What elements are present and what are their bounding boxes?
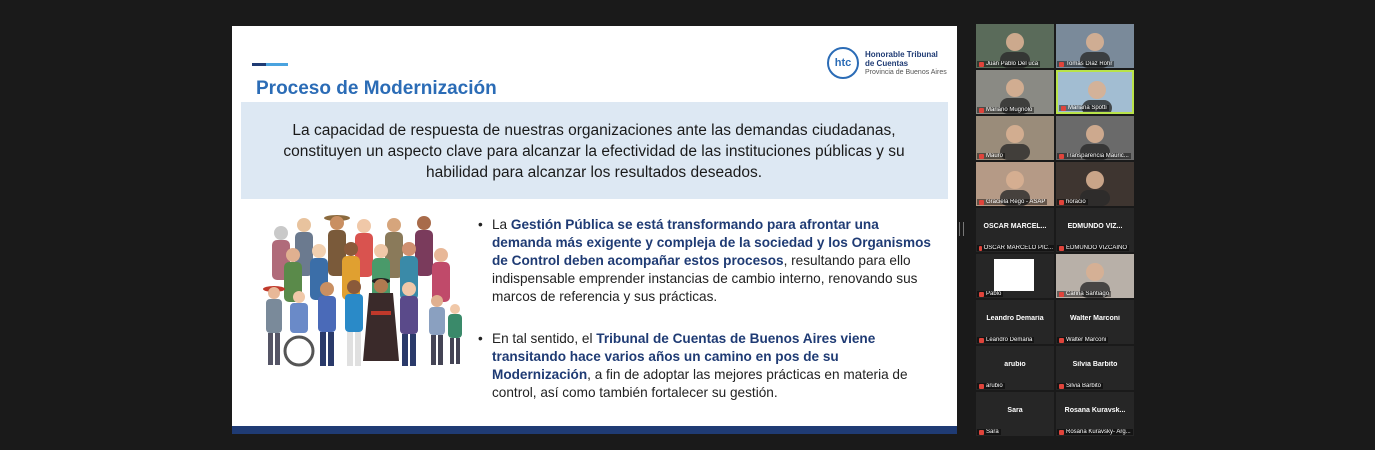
muted-mic-icon (1059, 200, 1064, 205)
slide-footer-bar (232, 426, 957, 434)
bullet-list (478, 216, 938, 426)
participant-name: Tomás Díaz Rohr (1066, 61, 1113, 67)
participant-tile[interactable] (976, 70, 1054, 114)
intro-banner (241, 102, 948, 199)
participant-name-label (1057, 383, 1103, 389)
panel-resize-handle[interactable] (959, 222, 964, 236)
participant-display-name: arubio (1004, 361, 1026, 368)
participant-name: Carina Santiago (1066, 291, 1110, 297)
participant-name: horacio (1066, 199, 1086, 205)
participant-display-name: Leandro Demaria (986, 315, 1044, 322)
participant-name-label (1057, 61, 1114, 67)
htc-logo (827, 47, 947, 79)
participant-name-label (1059, 105, 1109, 111)
bullet-1-post: , resultando para ello indispensable emprender instancias de cambio interno, renovando sus marcos de referencia y sus prácticas. (492, 253, 918, 304)
participant-name: Pablo (986, 291, 1002, 297)
bullet-2-highlight: Tribunal de Cuentas de Buenos Aires viene transitando hace varios años un camino en pos de su Modernización (492, 331, 876, 382)
participant-tile[interactable] (1056, 346, 1134, 390)
bullet-1-highlight: Gestión Pública se está transformando para afrontar una demanda más exigente y compleja de la sociedad y los Organismos de Control deben acompañar estos procesos (492, 217, 931, 268)
participant-name-label (977, 337, 1034, 343)
muted-mic-icon (1059, 384, 1064, 389)
bullet-2-post: , a fin de adoptar las mejores prácticas en materia de control, así como también fortalecer su gestión. (492, 367, 908, 400)
participant-display-name: Sara (1007, 407, 1023, 414)
participant-name-label (977, 383, 1005, 389)
participant-name-label (977, 291, 1003, 297)
logo-line-3: Provincia de Buenos Aires (865, 68, 947, 76)
participant-tile[interactable] (976, 346, 1054, 390)
participant-name-label (977, 429, 1001, 435)
muted-mic-icon (979, 338, 984, 343)
participant-tile[interactable] (1056, 254, 1134, 298)
participant-name: Graciela Rego - ASAP (986, 199, 1046, 205)
htc-logo-icon: htc (827, 47, 859, 79)
participant-tile[interactable] (976, 392, 1054, 436)
participant-name-label (977, 61, 1040, 67)
participant-display-name: EDMUNDO VIZ... (1067, 223, 1123, 230)
participant-tile[interactable] (976, 24, 1054, 68)
muted-mic-icon (1059, 154, 1064, 159)
bullet-2-pre: En tal sentido, el (492, 331, 597, 346)
participant-display-name: Rosana Kuravsk... (1064, 407, 1126, 414)
participant-name: Rosana Kuravsky- Arg... (1066, 429, 1131, 435)
participant-name-label (977, 199, 1047, 205)
participant-name: Sara (986, 429, 999, 435)
participant-tile[interactable] (976, 254, 1054, 298)
participant-tile[interactable] (976, 208, 1054, 252)
participant-name-label (977, 245, 1054, 251)
logo-line-2: de Cuentas (865, 58, 909, 68)
participant-name-label (1057, 245, 1129, 251)
participant-name-label (1057, 153, 1131, 159)
logo-line-1: Honorable Tribunal (865, 49, 938, 59)
participant-name-label (1057, 291, 1111, 297)
participant-blank-video (994, 259, 1034, 291)
muted-mic-icon (979, 384, 984, 389)
participant-tile[interactable] (1056, 24, 1134, 68)
muted-mic-icon (1059, 62, 1064, 67)
participant-tile[interactable] (1056, 70, 1134, 114)
participant-tile[interactable] (1056, 208, 1134, 252)
participant-name: Transparencia Mauric... (1066, 153, 1129, 159)
participant-name-label (1057, 337, 1108, 343)
participant-tile[interactable] (1056, 300, 1134, 344)
muted-mic-icon (1059, 292, 1064, 297)
participant-tile[interactable] (1056, 162, 1134, 206)
participant-name: Leandro Demaria (986, 337, 1033, 343)
muted-mic-icon (1059, 338, 1064, 343)
participant-display-name: OSCAR MARCEL... (983, 223, 1047, 230)
participant-name: Mariana Spotti (1068, 105, 1107, 111)
participant-name: Mariano Mugnolo (986, 107, 1033, 113)
participant-tile[interactable] (1056, 392, 1134, 436)
bullet-1-pre: La (492, 217, 511, 232)
participant-name-label (977, 107, 1034, 113)
participant-display-name: Walter Marconi (1070, 315, 1120, 322)
participant-name: Juan Pablo Del uca (986, 61, 1039, 67)
participant-tile[interactable] (1056, 116, 1134, 160)
participant-name-label (977, 153, 1005, 159)
participant-name-label (1057, 429, 1133, 435)
slide-title: Proceso de Modernización (256, 78, 497, 99)
muted-mic-icon (1059, 430, 1064, 435)
muted-mic-icon (1061, 106, 1066, 111)
participant-name: Mauro (986, 153, 1004, 159)
muted-mic-icon (979, 430, 984, 435)
participant-name: EDMUNDO VIZCAINO (1066, 245, 1128, 251)
participant-name: Walter Marconi (1066, 337, 1107, 343)
muted-mic-icon (1059, 246, 1064, 251)
bullet-item-2 (478, 330, 938, 402)
participant-tile[interactable] (976, 300, 1054, 344)
muted-mic-icon (979, 62, 984, 67)
banner-text: La capacidad de respuesta de nuestras organizaciones ante las demandas ciudadanas, constituyen un aspecto clave para alcanzar la efectividad de las instituciones públicas y su habilidad para alcanzar los resultados deseados. (283, 122, 905, 181)
bullet-dot: • (478, 331, 483, 346)
participant-tile[interactable] (976, 116, 1054, 160)
participant-name: OSCAR MARCELO PIC... (983, 245, 1053, 251)
muted-mic-icon (979, 154, 984, 159)
muted-mic-icon (979, 108, 984, 113)
participant-tile[interactable] (976, 162, 1054, 206)
muted-mic-icon (979, 246, 982, 251)
participant-name: arubio (986, 383, 1003, 389)
title-accent-bar (252, 63, 288, 66)
shared-slide (232, 26, 957, 434)
participant-display-name: Silvia Barbito (1072, 361, 1118, 368)
bullet-item-1 (478, 216, 938, 306)
bullet-dot: • (478, 217, 483, 232)
muted-mic-icon (979, 200, 984, 205)
muted-mic-icon (979, 292, 984, 297)
diverse-people-group-illustration (259, 211, 464, 371)
participant-name-label (1057, 199, 1088, 205)
participant-name: Silvia Barbito (1066, 383, 1102, 389)
